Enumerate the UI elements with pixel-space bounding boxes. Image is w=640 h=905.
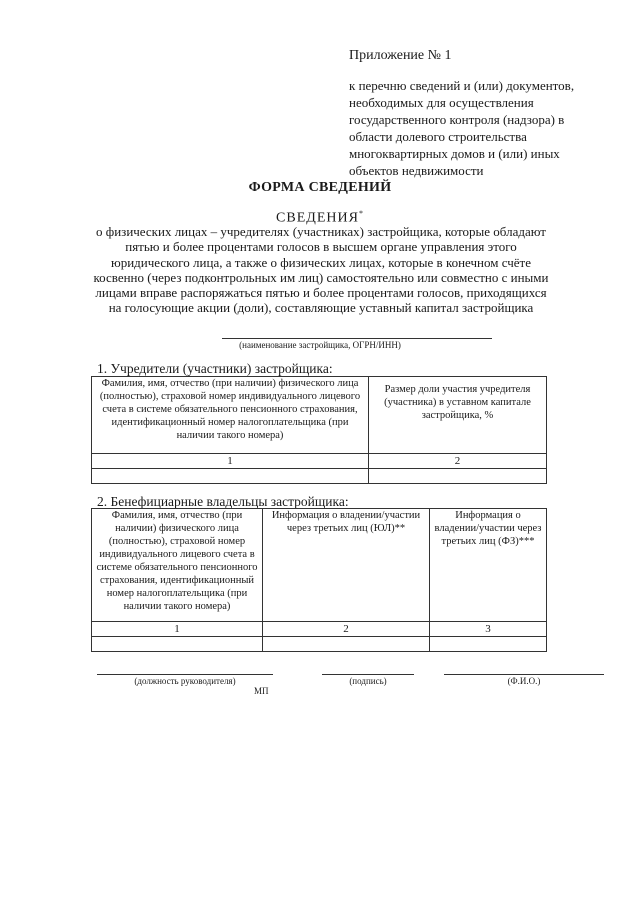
column-number: 1	[92, 622, 263, 637]
footnote-mark: *	[358, 209, 364, 218]
beneficiaries-table	[91, 508, 547, 652]
column-number: 3	[430, 622, 547, 637]
empty-cell	[92, 469, 369, 484]
signature-line	[322, 674, 414, 675]
table-row	[92, 637, 547, 652]
column-number-row	[92, 622, 547, 637]
form-title: ФОРМА СВЕДЕНИЙ	[248, 180, 392, 195]
table-row	[92, 469, 547, 484]
svedeniya-word: СВЕДЕНИЯ	[276, 210, 359, 226]
column-header: Размер доли участия учредителя (участника) в уставном капитале застройщика, %	[369, 377, 547, 454]
position-line	[97, 674, 273, 675]
table-header-row	[92, 509, 547, 622]
column-number: 1	[92, 454, 369, 469]
empty-cell	[369, 469, 547, 484]
developer-name-line	[222, 338, 492, 339]
appendix-title: Приложение № 1	[349, 48, 452, 63]
name-caption: (Ф.И.О.)	[507, 676, 541, 686]
column-header: Фамилия, имя, отчество (при наличии) физического лица (полностью), страховой номер индивидуального лицевого счета в системе обязательного пенсионного страхования, идентификационный номер налогоплательщика (при наличии такого номера)	[92, 509, 263, 622]
appendix-subtitle: к перечню сведений и (или) документов, необходимых для осуществления государственного контроля (надзора) в области долевого строительства многоквартирных домов и (или) иных объектов недвижимости	[349, 78, 575, 178]
table-header-row	[92, 377, 547, 454]
column-number: 2	[263, 622, 430, 637]
signature-caption: (подпись)	[349, 676, 387, 686]
section1-title: 1. Учредители (участники) застройщика:	[97, 361, 333, 376]
section2-title: 2. Бенефициарные владельцы застройщика:	[97, 494, 349, 509]
position-caption: (должность руководителя)	[134, 676, 236, 686]
empty-cell	[430, 637, 547, 652]
column-header: Информация о владении/участии через третьих лиц (ФЗ)***	[430, 509, 547, 622]
column-number-row	[92, 454, 547, 469]
founders-table	[91, 376, 547, 484]
name-line	[444, 674, 604, 675]
column-header: Фамилия, имя, отчество (при наличии) физического лица (полностью), страховой номер индивидуального лицевого счета в системе обязательного пенсионного страхования, идентификационный номер налогоплательщика (при наличии такого номера)	[92, 377, 369, 454]
developer-caption: (наименование застройщика, ОГРН/ИНН)	[239, 340, 401, 350]
column-number: 2	[369, 454, 547, 469]
intro-text: о физических лицах – учредителях (участниках) застройщика, которые обладают пятью и более процентами голосов в высшем органе управления этого юридического лица, а также о физических лицах, которые в конечном счёте косвенно (через подконтрольных им лиц) самостоятельно или совместно с иными лицами вправе распоряжаться пятью и более процентами голосов, приходящихся на голосующие акции (доли), составляющие уставный капитал застройщика	[93, 224, 549, 316]
column-header: Информация о владении/участии через третьих лиц (ЮЛ)**	[263, 509, 430, 622]
stamp-place: МП	[254, 686, 269, 696]
empty-cell	[263, 637, 430, 652]
empty-cell	[92, 637, 263, 652]
